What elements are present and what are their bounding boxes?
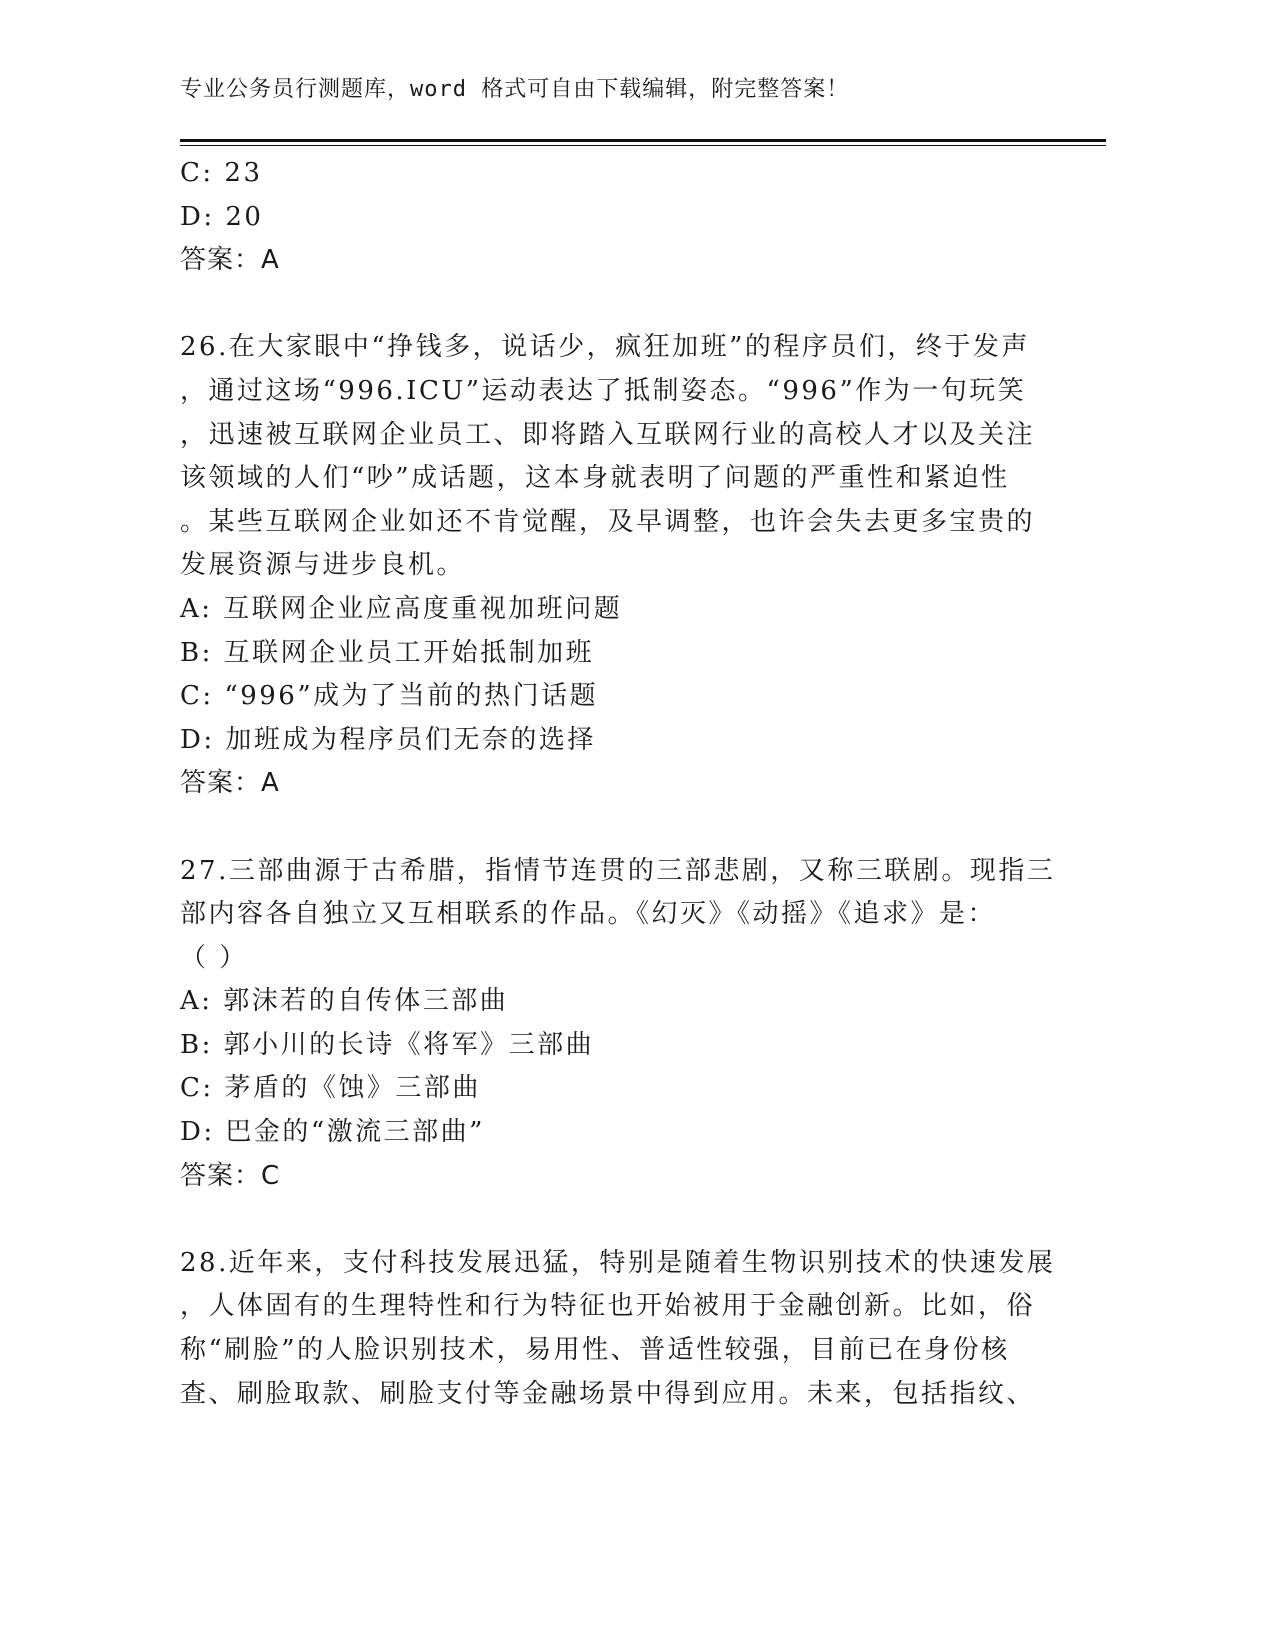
option-c: C: 茅盾的《蚀》三部曲	[180, 1073, 481, 1104]
question-text-line: ，迅速被互联网企业员工、即将踏入互联网行业的高校人才以及关注	[180, 419, 1036, 450]
option-b: B: 互联网企业员工开始抵制加班	[180, 637, 595, 668]
question-text-line: 。某些互联网企业如还不肯觉醒，及早调整，也许会失去更多宝贵的	[180, 506, 1036, 537]
question-26	[180, 326, 1040, 806]
option-d: D: 巴金的“激流三部曲”	[180, 1117, 485, 1148]
question-text-line: 27.三部曲源于古希腊，指情节连贯的三部悲剧，又称三联剧。现指三	[180, 855, 1056, 886]
option-c: C: “996”成为了当前的热门话题	[180, 681, 599, 712]
option-d: D: 加班成为程序员们无奈的选择	[180, 724, 596, 755]
answer: 答案：A	[180, 768, 280, 799]
option-a: A: 互联网企业应高度重视加班问题	[180, 593, 623, 624]
question-text-line: 发展资源与进步良机。	[180, 550, 466, 581]
question-text-line: ，通过这场“996.ICU”运动表达了抵制姿态。“996”作为一句玩笑	[180, 375, 1027, 406]
question-text-line: 26.在大家眼中“挣钱多，说话少，疯狂加班”的程序员们，终于发声	[180, 332, 1030, 363]
question-text-line: 该领域的人们“吵”成话题，这本身就表明了问题的严重性和紧迫性	[180, 463, 1010, 494]
question-text-line: （ ）	[180, 942, 248, 973]
spacer	[180, 806, 1040, 850]
option-a: A: 郭沫若的自传体三部曲	[180, 986, 509, 1017]
prev-question-tail	[180, 152, 1040, 283]
question-27	[180, 850, 1056, 1199]
question-text-line: 称“刷脸”的人脸识别技术，易用性、普适性较强，目前已在身份核	[180, 1335, 1010, 1366]
document-body	[180, 152, 1056, 1416]
question-text-line: 查、刷脸取款、刷脸支付等金融场景中得到应用。未来，包括指纹、	[180, 1378, 1036, 1409]
spacer	[180, 1198, 1040, 1242]
option-b: B: 郭小川的长诗《将军》三部曲	[180, 1029, 595, 1060]
header-rule-thin	[180, 145, 1106, 146]
option-c: C: 23	[180, 158, 263, 188]
question-text-line: 28.近年来，支付科技发展迅猛，特别是随着生物识别技术的快速发展	[180, 1247, 1056, 1278]
question-28	[180, 1242, 1056, 1416]
answer: 答案：C	[180, 1160, 281, 1191]
header-rule-thick	[180, 139, 1106, 142]
question-text-line: ，人体固有的生理特性和行为特征也开始被用于金融创新。比如，俗	[180, 1291, 1036, 1322]
question-text-line: 部内容各自独立又互相联系的作品。《幻灭》《动摇》《追求》是：	[180, 899, 997, 930]
page-header: 专业公务员行测题库，word 格式可自由下载编辑，附完整答案！	[180, 77, 850, 102]
option-d: D: 20	[180, 201, 264, 232]
answer: 答案：A	[180, 245, 280, 276]
spacer	[180, 283, 1040, 327]
